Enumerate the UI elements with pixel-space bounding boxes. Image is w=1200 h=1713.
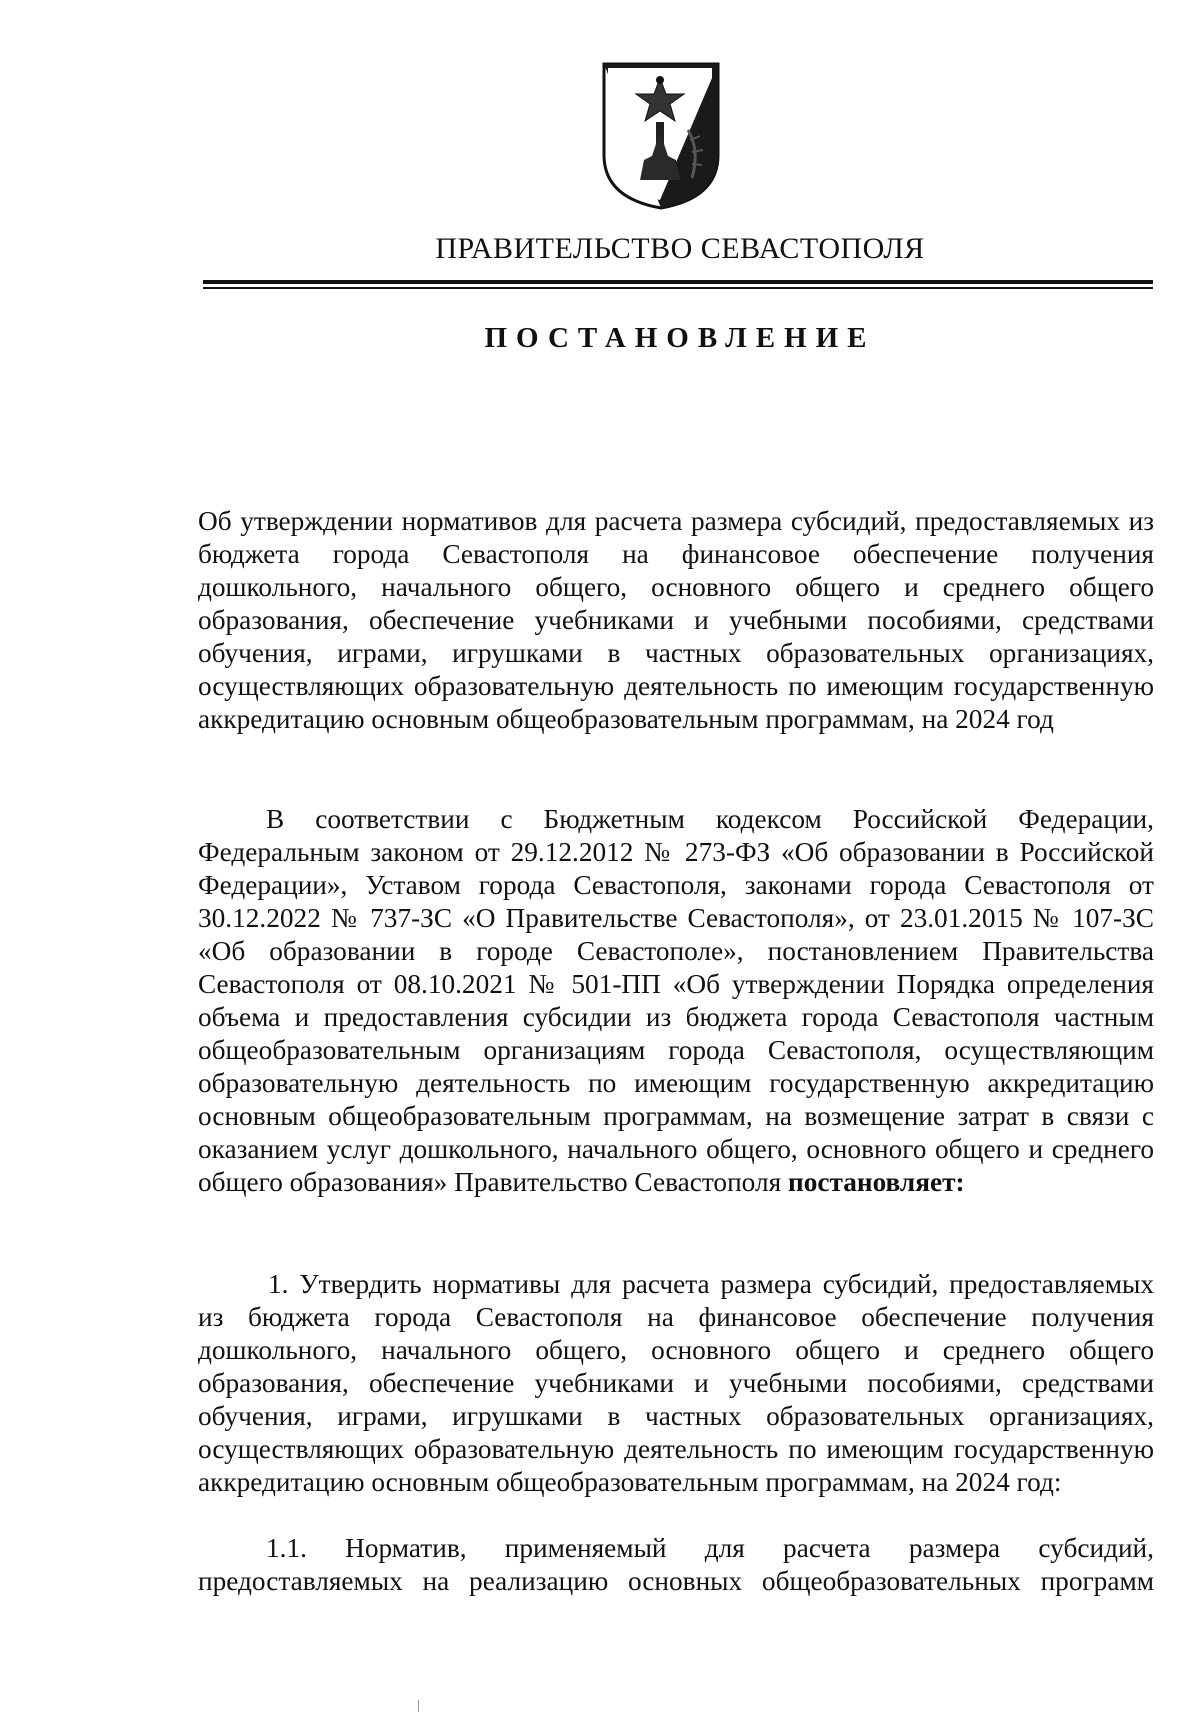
- scan-mark: [418, 1700, 419, 1712]
- document-type-title: ПОСТАНОВЛЕНИЕ: [484, 322, 876, 354]
- item-1: [198, 1268, 1154, 1499]
- preamble: [198, 803, 1154, 1199]
- preamble-text: В соответствии с Бюджетным кодексом Российской Федерации, Федеральным законом от 29.12.2012 № 273-ФЗ «Об образовании в Российской Федерации», Уставом города Севастополя, законами города Севастополя от 30.12.2022 № 737-ЗС «О Правительстве Севастополя», от 23.01.2015 № 107-ЗС «Об образовании в городе Севастополе», постановлением Правительства Севастополя от 08.10.2021 № 501-ПП «Об утверждении Порядка определения объема и предоставления субсидии из бюджета города Севастополя частным общеобразовательным организациям города Севастополя, осуществляющим образовательную деятельность по имеющим государственную аккредитацию основным общеобразовательным программам, на возмещение затрат в связи с оказанием услуг дошкольного, начального общего, основного общего и среднего общего образования» Правительство Севастополя: [198, 804, 1154, 1197]
- item-1-text: 1. Утвердить нормативы для расчета размера субсидий, предоставляемых из бюджета города Севастополя на финансовое обеспечение получения дошкольного, начального общего, основного общего и среднего общего образования, обеспечение учебниками и учебными пособиями, средствами обучения, играми, игрушками в частных образовательных организациях, осуществляющих образовательную деятельность по имеющим государственную аккредитацию основным общеобразовательным программам, на 2024 год:: [198, 1269, 1154, 1497]
- document-subject: [198, 505, 1154, 736]
- item-1-1-text: 1.1. Норматив, применяемый для расчета размера субсидий, предоставляемых на реализацию основных общеобразовательных программ: [198, 1533, 1154, 1596]
- resolves-word: постановляет:: [787, 1167, 965, 1197]
- preamble-paragraph: [198, 803, 1154, 1199]
- coat-of-arms-icon: [600, 60, 722, 210]
- item-1-1: [198, 1532, 1154, 1598]
- government-title: ПРАВИТЕЛЬСТВО СЕВАСТОПОЛЯ: [435, 232, 925, 265]
- header-rule-thin: [203, 287, 1153, 289]
- subject-text: Об утверждении нормативов для расчета размера субсидий, предоставляемых из бюджета города Севастополя на финансовое обеспечение получения дошкольного, начального общего, основного общего и среднего общего образования, обеспечение учебниками и учебными пособиями, средствами обучения, играми, игрушками в частных образовательных организациях, осуществляющих образовательную деятельность по имеющим государственную аккредитацию основным общеобразовательным программам, на 2024 год: [198, 506, 1154, 734]
- header-rule-thick: [203, 280, 1153, 284]
